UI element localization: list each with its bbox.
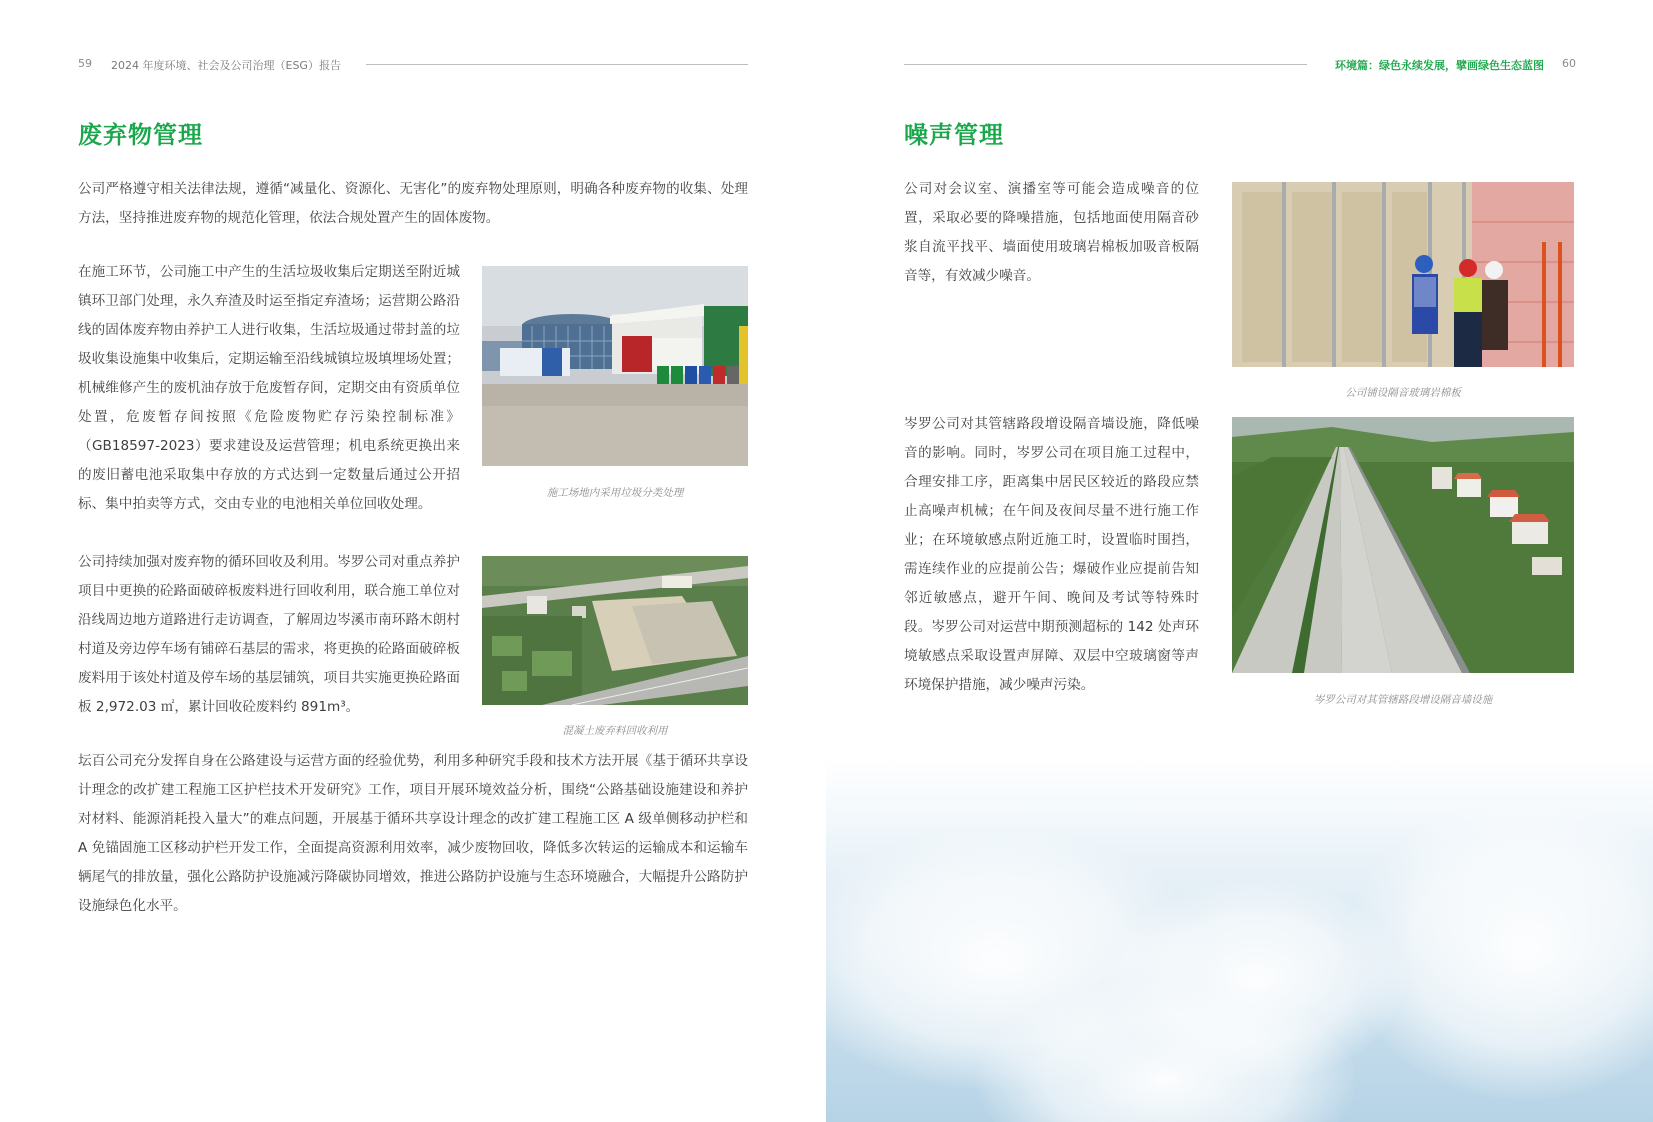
chapter-title: 环境篇：绿色永续发展，擘画绿色生态蓝图: [1335, 59, 1544, 72]
noise-barrier-photo: [1232, 417, 1574, 673]
soundproof-panel-caption: 公司铺设隔音玻璃岩棉板: [1345, 387, 1461, 399]
concrete-recycling-caption: 混凝土废弃料回收利用: [562, 725, 668, 737]
page-number-right: 60: [1562, 57, 1576, 70]
header-divider-right: [904, 64, 1307, 65]
noise-paragraph-1: 公司对会议室、演播室等可能会造成噪音的位置，采取必要的降噪措施，包括地面使用隔音砂浆自流平找平、墙面使用玻璃岩棉板加吸音板隔音等，有效减少噪音。: [904, 181, 1199, 284]
concrete-recycling-photo: [482, 556, 748, 705]
soundproof-panel-photo: [1232, 182, 1574, 367]
page-number-left: 59: [78, 57, 92, 70]
noise-paragraph-2: 岑罗公司对其管辖路段增设隔音墙设施，降低噪音的影响。同时，岑罗公司在项目施工过程中，合理安排工序，距离集中居民区较近的路段应禁止高噪声机械；在午间及夜间尽量不进行施工作业；在环境敏感点附近施工时，设置临时围挡，需连续作业的应提前公告；爆破作业应提前告知邻近敏感点，避开午间、晚间及考试等特殊时段。岑罗公司对运营中期预测超标的 142 处声环境敏感点采取设置声屏障、双层中空玻璃窗等声环境保护措施，减少噪声污染。: [904, 416, 1199, 693]
report-title: 2024 年度环境、社会及公司治理（ESG）报告: [111, 59, 341, 72]
sky-background: [826, 760, 1653, 1122]
research-paragraph: 坛百公司充分发挥自身在公路建设与运营方面的经验优势，利用多种研究手段和技术方法开展《基于循环共享设计理念的改扩建工程施工区护栏技术开发研究》工作，项目开展环境效益分析，围绕“公路基础设施建设和养护对材料、能源消耗投入量大”的难点问题，开展基于循环共享设计理念的改扩建工程施工区 A 级单侧移动护栏和 A 免锚固施工区移动护栏开发工作，全面提高资源利用效率，减少废物回收，降低多次转运的运输成本和运输车辆尾气的排放量，强化公路防护设施减污降碳协同增效，推进公路防护设施与生态环境融合，大幅提升公路防护设施绿色化水平。: [78, 753, 748, 914]
right-page: [826, 0, 1653, 1122]
waste-sorting-caption: 施工场地内采用垃圾分类处理: [546, 487, 684, 499]
recycle-paragraph: 公司持续加强对废弃物的循环回收及利用。岑罗公司对重点养护项目中更换的砼路面破碎板废料进行回收利用，联合施工单位对沿线周边地方道路进行走访调查，了解周边岑溪市南环路木朗村村道及旁边停车场有铺碎石基层的需求，将更换的砼路面破碎板废料用于该处村道及停车场的基层铺筑，项目共实施更换砼路面板 2,972.03 ㎡，累计回收砼废料约 891m³。: [78, 554, 460, 715]
left-page: [0, 0, 826, 1122]
noise-barrier-caption: 岑罗公司对其管辖路段增设隔音墙设施: [1313, 694, 1493, 706]
waste-intro: 公司严格遵守相关法律法规，遵循“减量化、资源化、无害化”的废弃物处理原则，明确各种废弃物的收集、处理方法，坚持推进废弃物的规范化管理，依法合规处置产生的固体废物。: [78, 181, 748, 226]
header-divider: [366, 64, 748, 65]
waste-section-title: 废弃物管理: [78, 121, 203, 149]
waste-sorting-photo: [482, 266, 748, 466]
construction-paragraph: 在施工环节，公司施工中产生的生活垃圾收集后定期送至附近城镇环卫部门处理，永久弃渣及时运至指定弃渣场；运营期公路沿线的固体废弃物由养护工人进行收集，生活垃圾通过带封盖的垃圾收集设施集中收集后，定期运输至沿线城镇垃圾填埋场处置；机械维修产生的废机油存放于危废暂存间，定期交由有资质单位处置，危废暂存间按照《危险废物贮存污染控制标准》（GB18597-2023）要求建设及运营管理；机电系统更换出来的废旧蓄电池采取集中存放的方式达到一定数量后通过公开招标、集中拍卖等方式，交由专业的电池相关单位回收处理。: [78, 264, 460, 512]
noise-section-title: 噪声管理: [904, 121, 1004, 149]
